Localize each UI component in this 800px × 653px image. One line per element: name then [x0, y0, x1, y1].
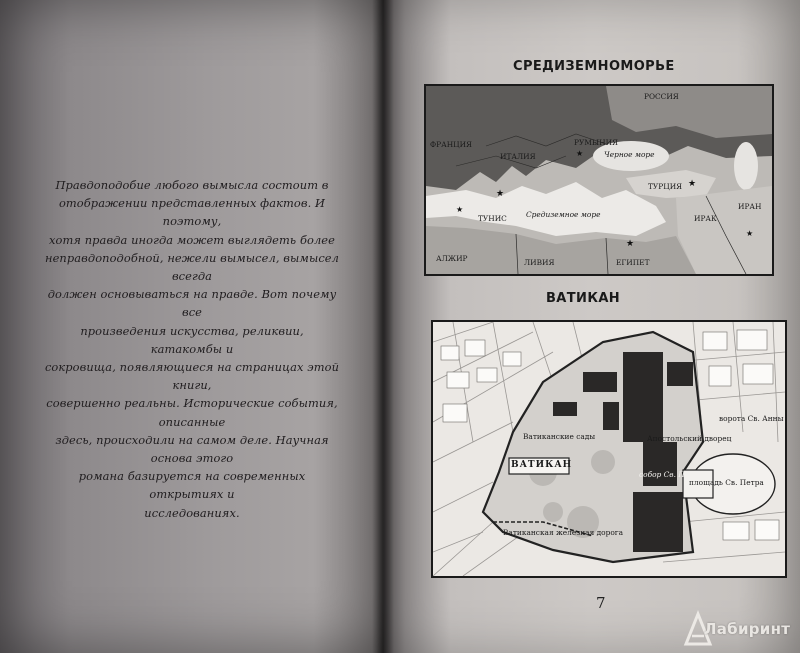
svg-text:★: ★ — [688, 179, 697, 189]
svg-text:★: ★ — [496, 189, 505, 199]
label-mediterranean: Средиземное море — [526, 210, 601, 219]
label-black-sea: Черное море — [604, 150, 655, 159]
label-france: ФРАНЦИЯ — [430, 140, 473, 149]
vatican-map-graphic — [433, 322, 785, 576]
map-title-mediterranean: СРЕДИЗЕМНОМОРЬЕ — [513, 59, 675, 74]
watermark-text: Лабиринт — [704, 620, 791, 638]
map-title-vatican: ВАТИКАН — [546, 291, 621, 306]
svg-text:★: ★ — [626, 239, 635, 249]
vatican-map — [431, 320, 787, 578]
labirint-watermark — [680, 608, 798, 650]
svg-text:★: ★ — [746, 229, 754, 238]
mediterranean-map — [424, 84, 774, 276]
label-tunisia: ТУНИС — [478, 214, 507, 223]
label-russia: РОССИЯ — [644, 92, 679, 101]
mediterranean-map-graphic — [426, 86, 772, 274]
label-iraq: ИРАК — [694, 214, 717, 223]
label-romania: РУМЫНИЯ — [574, 138, 619, 147]
label-st-anne-gate: ворота Св. Анны — [719, 414, 784, 423]
label-egypt: ЕГИПЕТ — [616, 258, 650, 267]
label-iran: ИРАН — [738, 202, 762, 211]
label-st-peter-square: площадь Св. Петра — [689, 478, 764, 487]
svg-text:★: ★ — [576, 149, 584, 158]
label-vatican: ВАТИКАН — [511, 460, 573, 470]
label-st-peter-cathedral: собор Св. Петра — [639, 470, 706, 479]
label-vatican-gardens: Ватиканские сады — [523, 432, 596, 441]
svg-text:★: ★ — [456, 205, 464, 214]
label-turkey: ТУРЦИЯ — [648, 182, 683, 191]
label-vatican-station: Ватиканская железная дорога — [503, 528, 624, 537]
book-gutter — [372, 0, 394, 653]
left-page — [0, 0, 392, 653]
epigraph-text: Правдоподобие любого вымысла состоит в отображении представленных фактов. И поэтому, хотя правда иногда может выглядеть более неправдоподобной, нежели вымысел, вымысел всегда должен основываться на правде. Вот почему все произведения искусства, реликвии, катакомбы и сокровища, появляющиеся на страницах этой книги, совершенно реальны. Исторические события, описанные здесь, происходили на самом деле. Научная основа этого романа базируется на современных открытиях и исследованиях. — [44, 178, 340, 520]
label-apostolic-palace: Апостольский дворец — [647, 434, 732, 443]
label-algeria: АЛЖИР — [436, 254, 468, 263]
label-libya: ЛИВИЯ — [524, 258, 555, 267]
label-italy: ИТАЛИЯ — [500, 152, 536, 161]
page-number: 7 — [596, 594, 606, 612]
